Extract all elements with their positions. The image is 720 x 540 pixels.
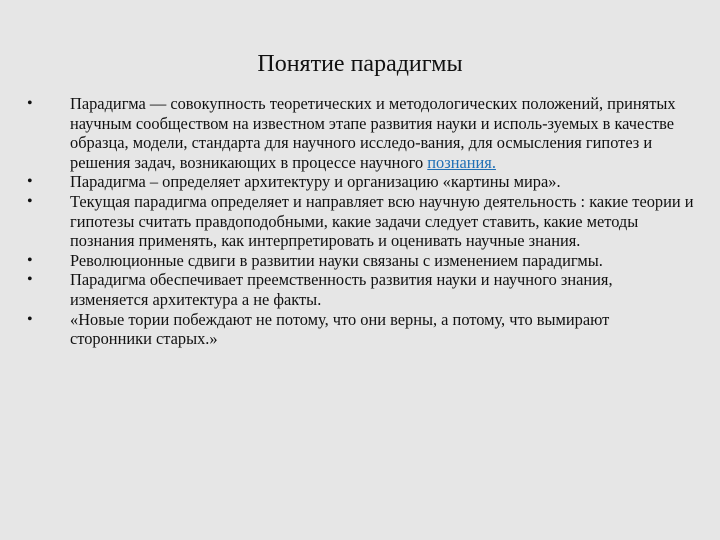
bullet-text: Парадигма – определяет архитектуру и организацию «картины мира». <box>70 172 561 192</box>
list-item <box>27 251 695 271</box>
list-item <box>27 270 695 309</box>
list-item <box>27 192 695 251</box>
bullet-icon: • <box>27 173 33 191</box>
bullet-text: Парадигма — совокупность теоретических и методологических положений, принятых научным сообществом на известном этапе развития науки и исполь-зуемых в качестве образца, модели, стандарта для научного исследо-вания, для осмысления гипотез и решения задач, возникающих в процессе научного <box>70 94 676 172</box>
slide-title: Понятие парадигмы <box>257 51 463 77</box>
bullet-icon: • <box>27 251 33 269</box>
bullet-icon: • <box>27 95 33 112</box>
link-poznaniya[interactable]: познания. <box>427 152 496 172</box>
list-item <box>27 94 695 172</box>
bullet-icon: • <box>27 310 33 328</box>
list-item <box>27 172 695 192</box>
bullet-text: Текущая парадигма определяет и направляет всю научную деятельность : какие теории и гипотезы считать правдоподобными, какие задачи следует ставить, какие методы познания применять, как интерпретировать и оценивать научные знания. <box>70 191 694 251</box>
bullet-text: Парадигма обеспечивает преемственность развития науки и научного знания, изменяется архитектура а не факты. <box>70 270 613 309</box>
bullet-text: «Новые тории побеждают не потому, что они верны, а потому, что вымирают сторонники старых.» <box>70 309 610 349</box>
bullet-icon: • <box>27 192 33 210</box>
list-item <box>27 310 695 349</box>
bullet-text: Революционные сдвиги в развитии науки связаны с изменением парадигмы. <box>70 250 603 270</box>
bullet-list <box>27 94 695 349</box>
bullet-icon: • <box>27 271 33 289</box>
